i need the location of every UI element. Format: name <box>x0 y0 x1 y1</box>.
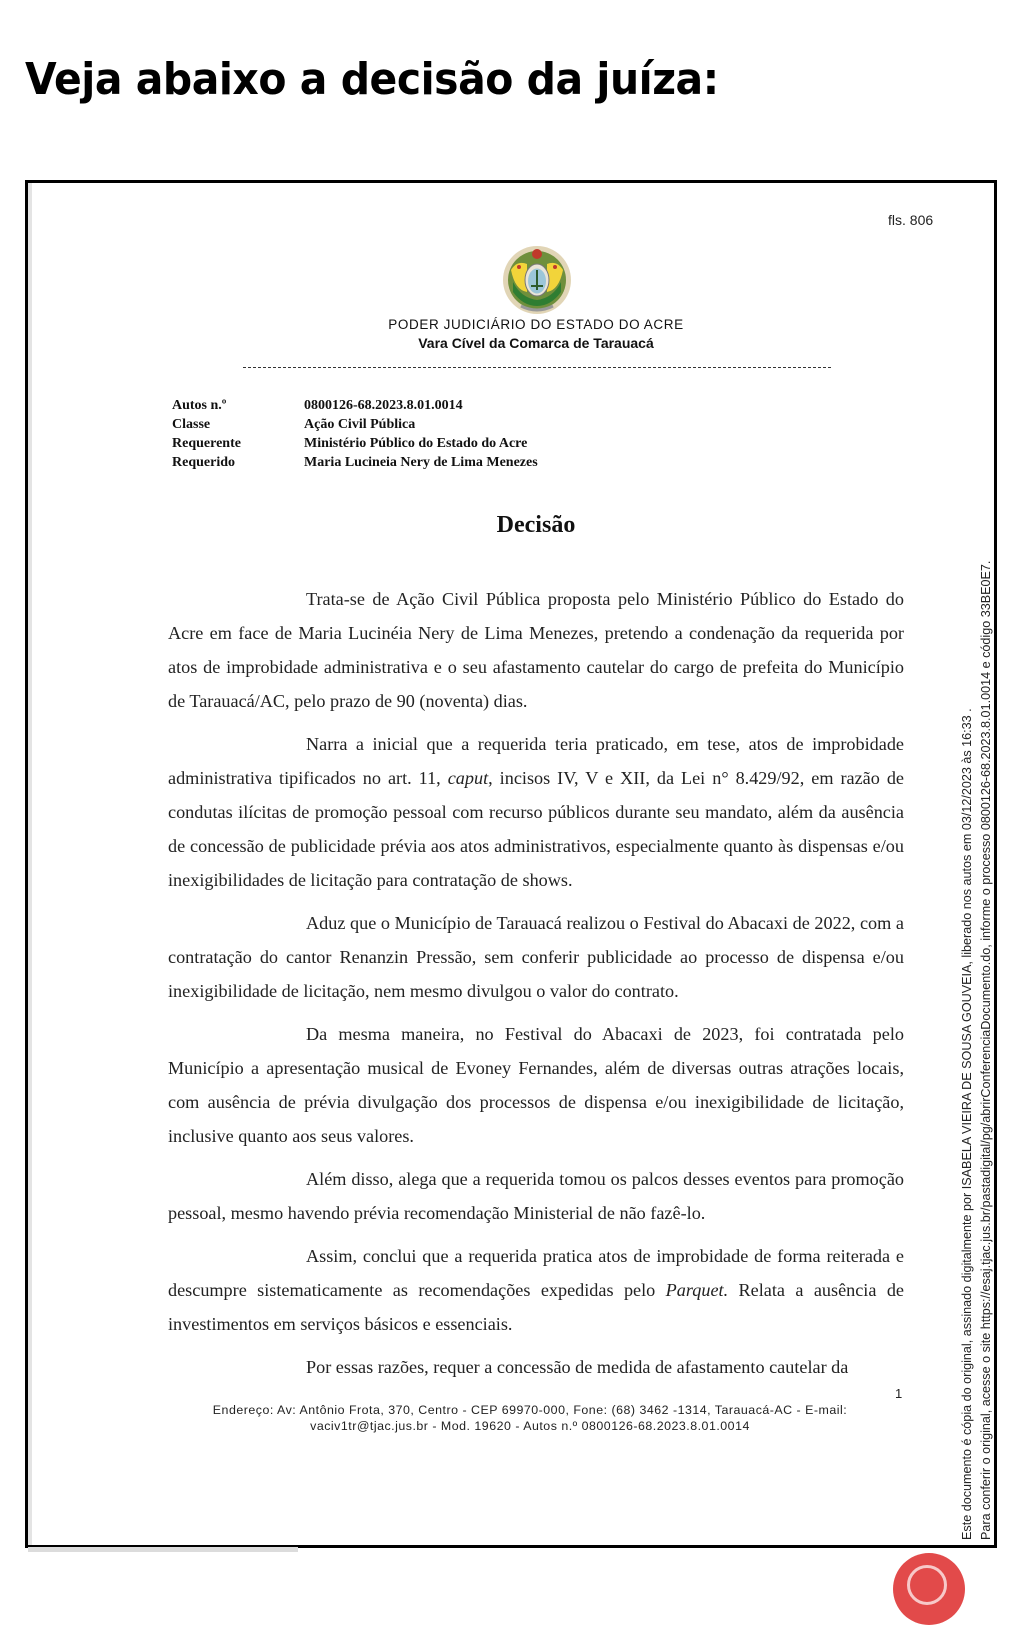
meta-value: Maria Lucineia Nery de Lima Menezes <box>304 455 538 470</box>
meta-row-classe <box>172 415 538 434</box>
court-name: PODER JUDICIÁRIO DO ESTADO DO ACRE <box>388 317 684 332</box>
meta-value: Ação Civil Pública <box>304 417 416 432</box>
meta-row-requerente <box>172 434 538 453</box>
paragraph: Trata-se de Ação Civil Pública proposta pelo Ministério Público do Estado do Acre em face de Maria Lucinéia Nery de Lima Menezes, pretendo a condenação da requerida por atos de improbidade administrativa e o seu afastamento cautelar do cargo de prefeita do Município de Tarauacá/AC, pelo prazo de 90 (noventa) dias. <box>168 589 904 711</box>
frame-shadow <box>28 1547 298 1552</box>
page-number: 1 <box>895 1386 903 1401</box>
meta-value: 0800126-68.2023.8.01.0014 <box>304 398 463 413</box>
paragraph-text: , incisos IV, V e XII, da Lei n° 8.429/92, em razão de condutas ilícitas de promoção pessoal com recurso públicos durante seu mandato, além da ausência de concessão de publicidade prévia aos atos administrativos, especialmente quanto às dispensas e/ou inexigibilidades de licitação para contratação de shows. <box>168 768 904 890</box>
paragraph-text: Narra a inicial que a requerida teria praticado, em tese, atos de improbidade administrativa tipificados no art. 11, <box>168 734 904 788</box>
acre-coat-of-arms-icon <box>497 240 577 316</box>
page-headline: Veja abaixo a decisão da juíza: <box>25 54 719 105</box>
footer-contact: vaciv1tr@tjac.jus.br - Mod. 19620 - Autos n.º 0800126-68.2023.8.01.0014 <box>310 1419 750 1433</box>
meta-label: Requerente <box>172 436 241 451</box>
footer-address: Endereço: Av: Antônio Frota, 370, Centro - CEP 69970-000, Fone: (68) 3462 -1314, Tarauacá-AC - E-mail: <box>212 1403 848 1417</box>
signature-line: Este documento é cópia do original, assinado digitalmente por ISABELA VIEIRA DE SOUSA GOUVEIA, liberado nos autos em 03/12/2023 às 16:33 . <box>960 708 974 1540</box>
paragraph: Por essas razões, requer a concessão de medida de afastamento cautelar da <box>306 1357 849 1377</box>
paragraph <box>168 1239 904 1341</box>
page-reference: fls. 806 <box>888 212 934 228</box>
digital-signature-note <box>958 561 996 1540</box>
paragraph: Aduz que o Município de Tarauacá realizou o Festival do Abacaxi de 2022, com a contratação do cantor Renanzin Pressão, sem conferir publicidade ao processo de dispensa e/ou inexigibilidade de licitação, nem mesmo divulgou o valor do contrato. <box>168 913 904 1001</box>
paragraph <box>168 727 904 897</box>
paragraph-text: Relata a ausência de investimentos em serviços básicos e essenciais. <box>168 1280 904 1334</box>
meta-label: Classe <box>172 417 211 432</box>
case-metadata <box>172 396 538 472</box>
paragraph: Além disso, alega que a requerida tomou os palcos desses eventos para promoção pessoal, mesmo havendo prévia recomendação Ministerial de não fazê-lo. <box>168 1169 904 1223</box>
meta-row-autos <box>172 396 538 415</box>
paragraph-text: Assim, conclui que a requerida pratica atos de improbidade de forma reiterada e descumpre sistematicamente as recomendações expedidas pelo <box>168 1246 904 1300</box>
paragraph-italic: caput <box>447 768 489 788</box>
meta-row-requerido <box>172 453 538 472</box>
dashed-divider <box>243 367 831 368</box>
verification-line: Para conferir o original, acesse o site https://esaj.tjac.jus.br/pastadigital/pg/abrirConferenciaDocumento.do, informe o processo 0800126-68.2023.8.01.0014 e código 33BE0E7. <box>979 560 993 1540</box>
meta-label: Autos n.º <box>172 398 227 413</box>
document-footer <box>168 1402 892 1434</box>
floating-action-button[interactable] <box>893 1553 965 1625</box>
meta-label: Requerido <box>172 455 235 470</box>
document-title: Decisão <box>496 512 576 538</box>
meta-value: Ministério Público do Estado do Acre <box>304 436 528 451</box>
paragraph-italic: Parquet. <box>665 1280 729 1300</box>
fab-icon <box>907 1565 947 1605</box>
decision-body <box>168 582 904 1393</box>
court-division: Vara Cível da Comarca de Tarauacá <box>418 335 654 351</box>
paragraph: Da mesma maneira, no Festival do Abacaxi de 2023, foi contratada pelo Município a apresentação musical de Evoney Fernandes, além de diversas outras atrações locais, com ausência de prévia divulgação dos processos de dispensa e/ou inexigibilidade de licitação, inclusive quanto aos seus valores. <box>168 1024 904 1146</box>
